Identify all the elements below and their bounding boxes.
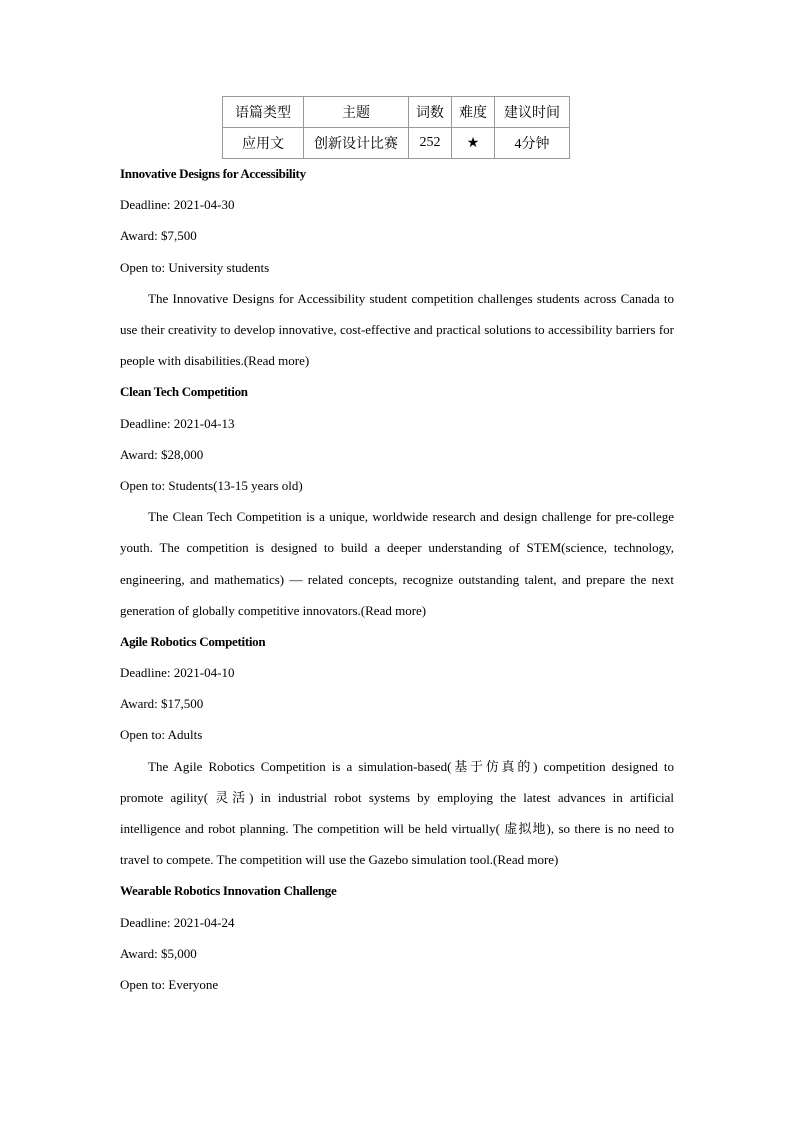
competition-title: Innovative Designs for Accessibility	[120, 166, 306, 181]
competition-deadline: Deadline: 2021-04-30	[120, 197, 235, 213]
competition-title: Clean Tech Competition	[120, 384, 248, 400]
table-cell: 252	[409, 128, 452, 159]
competition-deadline: Deadline: 2021-04-24	[120, 914, 235, 930]
table-cell: 创新设计比赛	[304, 128, 409, 159]
header-cell: 难度	[452, 97, 495, 128]
table-cell: 应用文	[223, 128, 304, 159]
competition-entry	[120, 626, 674, 876]
header-cell: 建议时间	[495, 97, 570, 128]
header-cell: 主题	[304, 97, 409, 128]
competition-award: Award: $28,000	[120, 446, 204, 462]
competition-open-to: Open to: Everyone	[120, 977, 219, 993]
competition-description: The Agile Robotics Competition is a simulation-based(基于仿真的) competition designed to promote agility( 灵活) in industrial robot systems by employing the latest advances in artificial intelligence and robot planning. The competition will be held virtually( 虚拟地), so there is no need to travel to compete. The competition will use the Gazebo simulation tool.(Read more)	[120, 758, 674, 868]
competition-award: Award: $7,500	[120, 228, 197, 244]
table-cell: ★	[452, 128, 495, 159]
competition-deadline: Deadline: 2021-04-10	[120, 665, 235, 681]
table-row	[223, 128, 570, 159]
table-header-row	[223, 97, 570, 128]
competition-entry	[120, 875, 674, 1000]
competition-description: The Innovative Designs for Accessibility student competition challenges students across Canada to use their creativity to develop innovative, cost-effective and practical solutions to accessibility barriers for people with disabilities.(Read more)	[120, 290, 674, 369]
competition-deadline: Deadline: 2021-04-13	[120, 415, 235, 431]
competition-award: Award: $17,500	[120, 696, 204, 712]
competition-entry	[120, 158, 674, 376]
competition-entry	[120, 376, 674, 626]
competition-list	[120, 158, 674, 1000]
header-cell: 词数	[409, 97, 452, 128]
competition-title: Wearable Robotics Innovation Challenge	[120, 883, 337, 899]
table-cell: 4分钟	[495, 128, 570, 159]
header-cell: 语篇类型	[223, 97, 304, 128]
competition-open-to: Open to: Students(13-15 years old)	[120, 477, 303, 493]
competition-title: Agile Robotics Competition	[120, 633, 266, 649]
competition-description: The Clean Tech Competition is a unique, worldwide research and design challenge for pre-college youth. The competition is designed to build a deeper understanding of STEM(science, technology, engineering, and mathematics) — related concepts, recognize outstanding talent, and prepare the next generation of globally competitive innovators.(Read more)	[120, 509, 674, 618]
competition-open-to: Open to: Adults	[120, 727, 203, 743]
competition-award: Award: $5,000	[120, 945, 197, 961]
passage-info-table	[222, 96, 570, 159]
competition-open-to: Open to: University students	[120, 259, 270, 275]
